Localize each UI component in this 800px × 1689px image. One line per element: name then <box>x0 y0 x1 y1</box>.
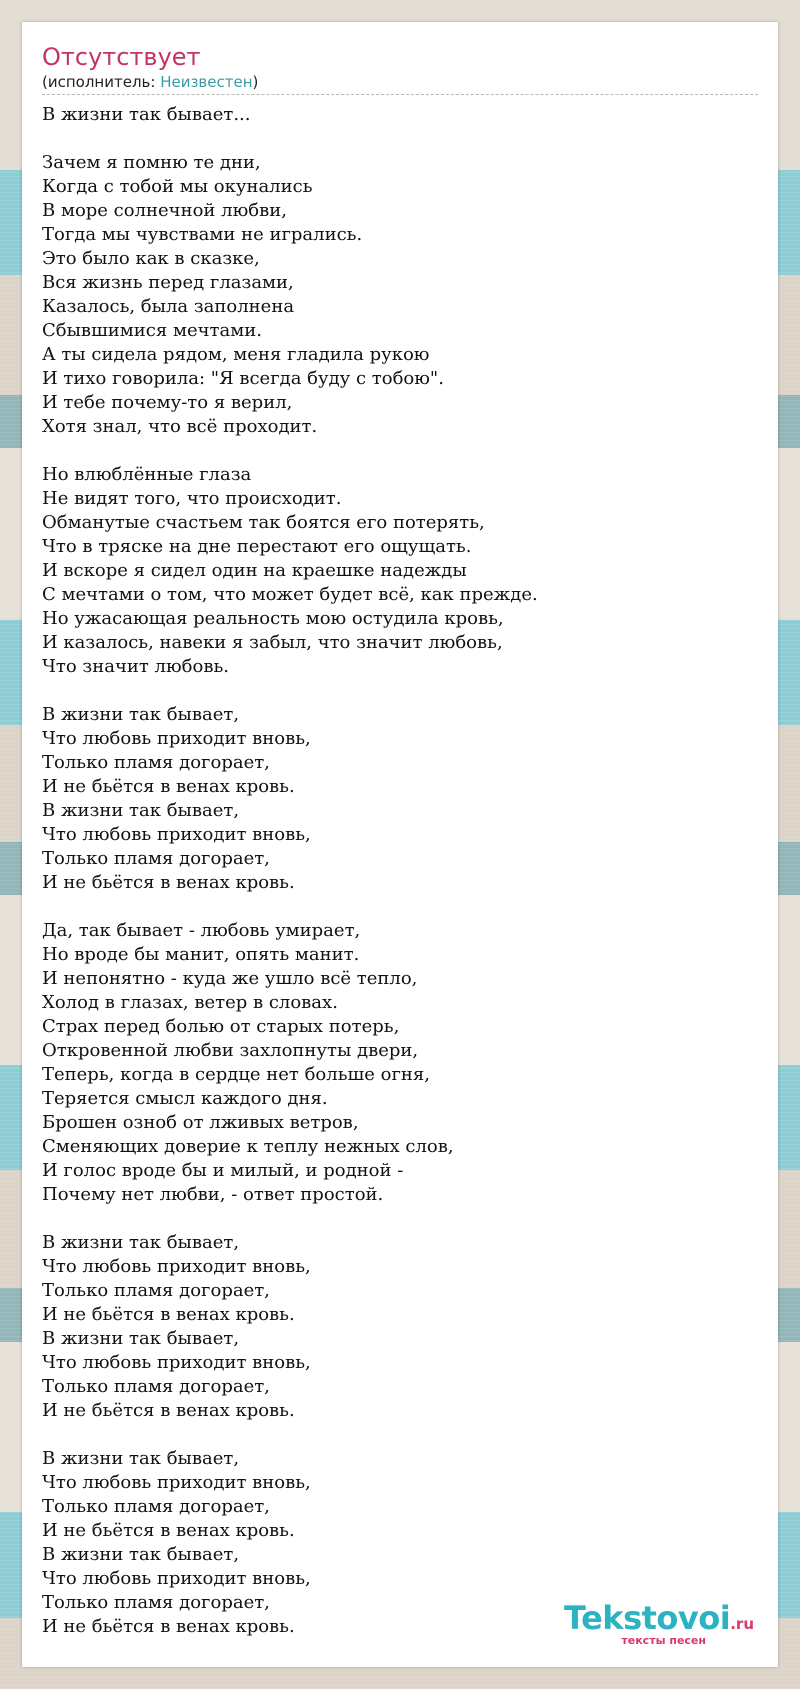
lyric-line: В жизни так бывает, <box>42 1544 240 1565</box>
lyric-line: Это было как в сказке, <box>42 248 260 269</box>
lyric-line: И непонятно - куда же ушло всё тепло, <box>42 968 418 989</box>
lyric-line: И тебе почему-то я верил, <box>42 392 293 413</box>
lyric-line: Не видят того, что происходит. <box>42 488 342 509</box>
lyric-line: Что любовь приходит вновь, <box>42 1472 311 1493</box>
lyric-line: Только пламя догорает, <box>42 1496 270 1517</box>
lyric-line: В жизни так бывает, <box>42 1328 240 1349</box>
lyric-line: В жизни так бывает, <box>42 1232 240 1253</box>
title-divider <box>42 94 758 95</box>
lyric-line: И тихо говорила: "Я всегда буду с тобою". <box>42 368 444 389</box>
lyric-line: И вскоре я сидел один на краешке надежды <box>42 560 467 581</box>
lyric-line: Что любовь приходит вновь, <box>42 1568 311 1589</box>
lyric-line: Зачем я помню те дни, <box>42 152 261 173</box>
lyrics-text <box>42 103 758 1639</box>
stanza-gap <box>42 127 758 151</box>
lyric-line: А ты сидела рядом, меня гладила рукою <box>42 344 430 365</box>
lyric-line: Теперь, когда в сердце нет больше огня, <box>42 1064 430 1085</box>
lyric-line: Только пламя догорает, <box>42 848 270 869</box>
lyric-line: В жизни так бывает... <box>42 104 251 125</box>
lyric-line: Что любовь приходит вновь, <box>42 1352 311 1373</box>
lyric-line: Теряется смысл каждого дня. <box>42 1088 328 1109</box>
stanza-gap <box>42 1207 758 1231</box>
lyric-line: Страх перед болью от старых потерь, <box>42 1016 400 1037</box>
stanza-gap <box>42 679 758 703</box>
lyric-line: В море солнечной любви, <box>42 200 287 221</box>
lyric-line: И голос вроде бы и милый, и родной - <box>42 1160 404 1181</box>
lyric-line: Что любовь приходит вновь, <box>42 824 311 845</box>
lyric-line: И казалось, навеки я забыл, что значит любовь, <box>42 632 503 653</box>
lyric-line: Что значит любовь. <box>42 656 229 677</box>
lyric-line: Холод в глазах, ветер в словах. <box>42 992 338 1013</box>
artist-line <box>42 72 758 92</box>
lyric-line: Да, так бывает - любовь умирает, <box>42 920 361 941</box>
lyric-line: Что любовь приходит вновь, <box>42 728 311 749</box>
lyric-line: Тогда мы чувствами не игрались. <box>42 224 363 245</box>
lyric-line: И не бьётся в венах кровь. <box>42 1616 295 1637</box>
artist-suffix: ) <box>252 73 259 91</box>
lyric-line: И не бьётся в венах кровь. <box>42 872 295 893</box>
lyric-line: В жизни так бывает, <box>42 704 240 725</box>
lyric-line: Но ужасающая реальность мою остудила кровь, <box>42 608 504 629</box>
artist-link[interactable]: Неизвестен <box>160 73 253 91</box>
stanza-gap <box>42 1423 758 1447</box>
lyric-line: Только пламя догорает, <box>42 752 270 773</box>
lyric-line: Вся жизнь перед глазами, <box>42 272 294 293</box>
lyric-line: И не бьётся в венах кровь. <box>42 1304 295 1325</box>
logo-name: Tekstovoi <box>564 1599 731 1637</box>
lyric-line: В жизни так бывает, <box>42 800 240 821</box>
lyric-line: В жизни так бывает, <box>42 1448 240 1469</box>
lyric-line: Только пламя догорает, <box>42 1376 270 1397</box>
lyric-line: Брошен озноб от лживых ветров, <box>42 1112 359 1133</box>
stanza-gap <box>42 895 758 919</box>
lyric-line: И не бьётся в венах кровь. <box>42 776 295 797</box>
lyric-line: С мечтами о том, что может будет всё, как прежде. <box>42 584 538 605</box>
lyric-line: Обманутые счастьем так боятся его потерять, <box>42 512 485 533</box>
lyric-line: Когда с тобой мы окунались <box>42 176 313 197</box>
logo-tld: .ru <box>730 1615 754 1633</box>
lyric-line: Сбывшимися мечтами. <box>42 320 262 341</box>
lyric-line: Сменяющих доверие к теплу нежных слов, <box>42 1136 454 1157</box>
lyrics-card <box>22 22 778 1667</box>
lyric-line: Что в тряске на дне перестают его ощущать. <box>42 536 472 557</box>
stanza-gap <box>42 439 758 463</box>
lyric-line: Что любовь приходит вновь, <box>42 1256 311 1277</box>
lyric-line: Только пламя догорает, <box>42 1280 270 1301</box>
lyric-line: Хотя знал, что всё проходит. <box>42 416 318 437</box>
lyric-line: Почему нет любви, - ответ простой. <box>42 1184 384 1205</box>
lyric-line: Казалось, была заполнена <box>42 296 295 317</box>
lyric-line: Только пламя догорает, <box>42 1592 270 1613</box>
lyric-line: Но влюблённые глаза <box>42 464 252 485</box>
lyric-line: Но вроде бы манит, опять манит. <box>42 944 360 965</box>
song-title: Отсутствует <box>42 43 201 71</box>
artist-prefix: (исполнитель: <box>42 73 161 91</box>
logo-tagline: тексты песен <box>621 1634 706 1647</box>
site-logo[interactable] <box>564 1601 754 1647</box>
lyric-line: И не бьётся в венах кровь. <box>42 1400 295 1421</box>
lyric-line: Откровенной любви захлопнуты двери, <box>42 1040 419 1061</box>
lyric-line: И не бьётся в венах кровь. <box>42 1520 295 1541</box>
